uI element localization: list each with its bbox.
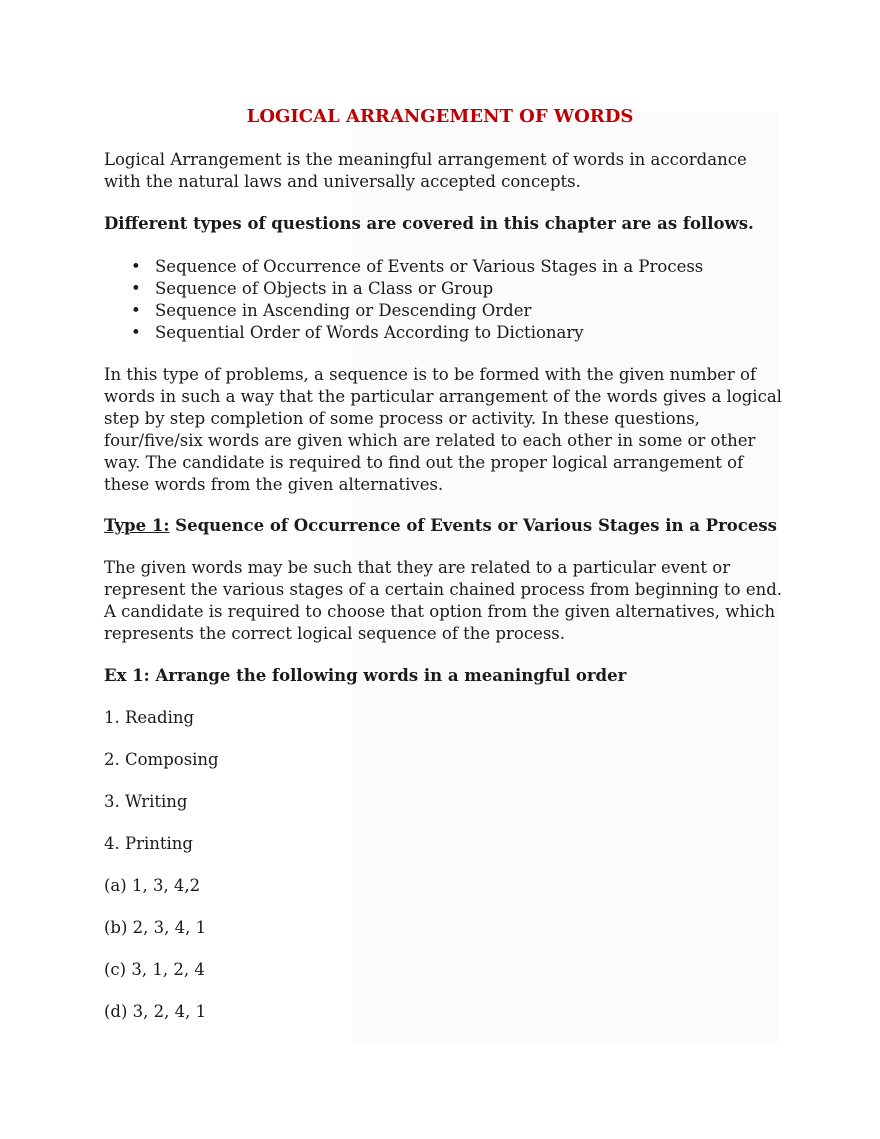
answer-option: (c) 3, 1, 2, 4: [104, 960, 205, 979]
intro-paragraph: Logical Arrangement is the meaningful arrangement of words in accordance with the natural laws and universally accepted concepts.: [104, 150, 747, 191]
list-item: • Sequence of Occurrence of Events or Various Stages in a Process: [131, 257, 704, 276]
example-heading: Ex 1: Arrange the following words in a meaningful order: [104, 666, 627, 685]
example-word: 4. Printing: [104, 834, 193, 853]
example-word: 2. Composing: [104, 750, 219, 769]
bullet-icon: •: [131, 257, 141, 276]
page-title: LOGICAL ARRANGEMENT OF WORDS: [246, 106, 634, 127]
answer-option: (b) 2, 3, 4, 1: [104, 918, 207, 937]
bullet-icon: •: [131, 301, 141, 320]
types-heading: Different types of questions are covered in this chapter are as follows.: [104, 214, 754, 233]
list-item: • Sequence in Ascending or Descending Order: [131, 301, 532, 320]
type1-heading: [104, 515, 784, 537]
bullet-icon: •: [131, 279, 141, 298]
list-item: • Sequence of Objects in a Class or Group: [131, 279, 494, 298]
type1-label: Type 1:: [104, 516, 170, 535]
answer-option: (a) 1, 3, 4,2: [104, 876, 201, 895]
types-list: [104, 256, 784, 344]
answer-option: (d) 3, 2, 4, 1: [104, 1002, 207, 1021]
type1-title: Sequence of Occurrence of Events or Various Stages in a Process: [169, 516, 777, 535]
example-word: 3. Writing: [104, 792, 188, 811]
explanation-paragraph: In this type of problems, a sequence is to be formed with the given number of words in such a way that the particular arrangement of the words gives a logical step by step completion of some process or activity. In these questions, four/five/six words are given which are related to each other in some or other way. The candidate is required to find out the proper logical arrangement of these words from the given alternatives.: [104, 365, 782, 494]
list-item: • Sequential Order of Words According to Dictionary: [131, 323, 584, 342]
example-word: 1. Reading: [104, 708, 195, 727]
bullet-icon: •: [131, 323, 141, 342]
type1-paragraph: The given words may be such that they are related to a particular event or represent the various stages of a certain chained process from beginning to end. A candidate is required to choose that option from the given alternatives, which represents the correct logical sequence of the process.: [104, 558, 783, 643]
